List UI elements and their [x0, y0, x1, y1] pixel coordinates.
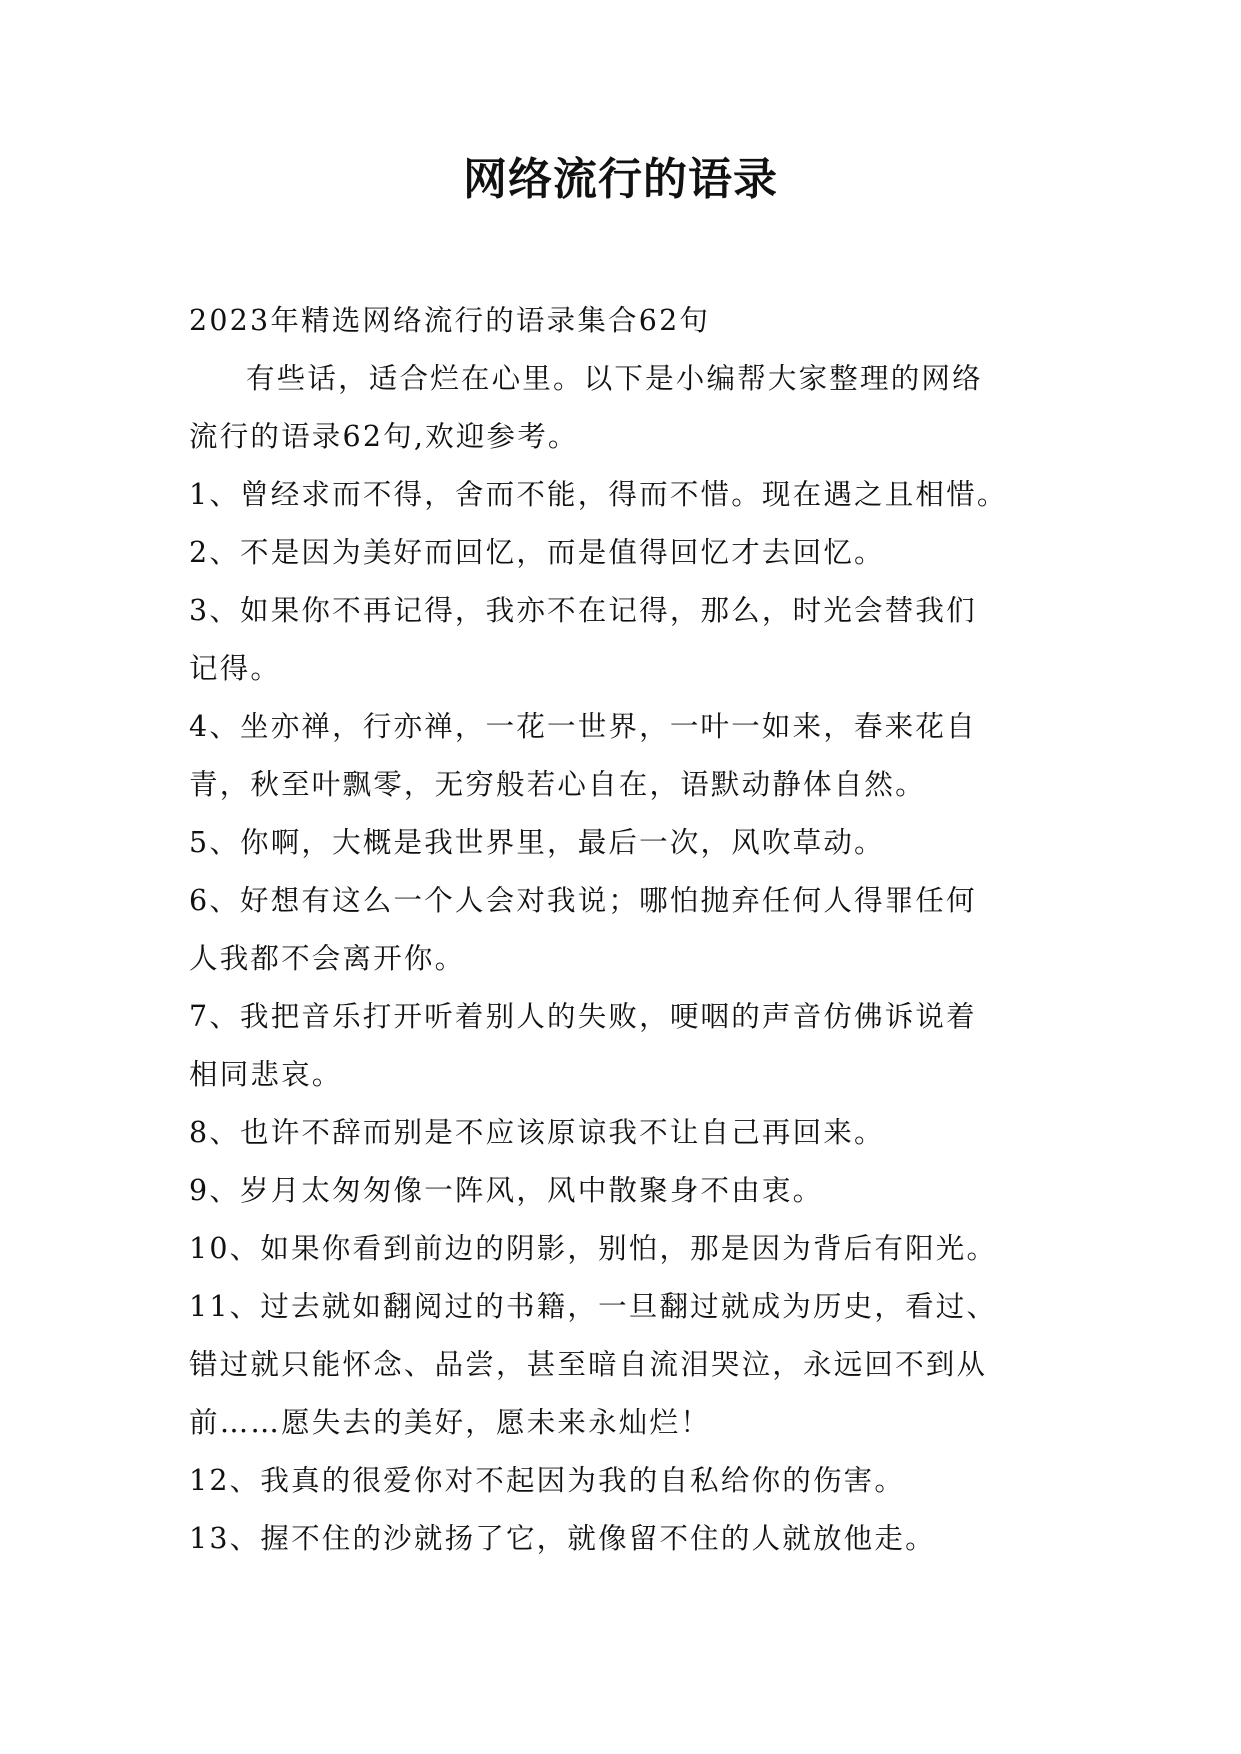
document-subtitle: 2023年精选网络流行的语录集合62句	[189, 304, 711, 337]
quote-item: 11、过去就如翻阅过的书籍，一旦翻过就成为历史，看过、 错过就只能怀念、品尝，甚至暗自流泪哭泣，永远回不到从 前……愿失去的美好，愿未来永灿烂！	[189, 1290, 998, 1439]
quote-item: 7、我把音乐打开听着别人的失败，哽咽的声音仿佛诉说着 相同悲哀。	[189, 1000, 977, 1091]
quote-item: 1、曾经求而不得，舍而不能，得而不惜。现在遇之且相惜。	[189, 478, 1008, 511]
intro-paragraph: 有些话，适合烂在心里。以下是小编帮大家整理的网络 流行的语录62句,欢迎参考。	[189, 362, 983, 453]
quote-item: 10、如果你看到前边的阴影，别怕，那是因为背后有阳光。	[189, 1232, 998, 1265]
quote-item: 6、好想有这么一个人会对我说；哪怕抛弃任何人得罪任何 人我都不会离开你。	[189, 884, 977, 975]
quote-item: 4、坐亦禅，行亦禅，一花一世界，一叶一如来，春来花自 青，秋至叶飘零，无穷般若心自在，语默动静体自然。	[189, 710, 977, 801]
document-title: 网络流行的语录	[463, 154, 778, 205]
quote-item: 5、你啊，大概是我世界里，最后一次，风吹草动。	[189, 826, 885, 859]
quote-item: 2、不是因为美好而回忆，而是值得回忆才去回忆。	[189, 536, 885, 569]
quote-item: 12、我真的很爱你对不起因为我的自私给你的伤害。	[189, 1464, 906, 1497]
document-body	[189, 292, 1079, 1568]
quote-item: 3、如果你不再记得，我亦不在记得，那么，时光会替我们 记得。	[189, 594, 977, 685]
quote-item: 9、岁月太匆匆像一阵风，风中散聚身不由衷。	[189, 1174, 824, 1207]
quote-item: 8、也许不辞而别是不应该原谅我不让自己再回来。	[189, 1116, 885, 1149]
quote-item: 13、握不住的沙就扬了它，就像留不住的人就放他走。	[189, 1522, 936, 1555]
